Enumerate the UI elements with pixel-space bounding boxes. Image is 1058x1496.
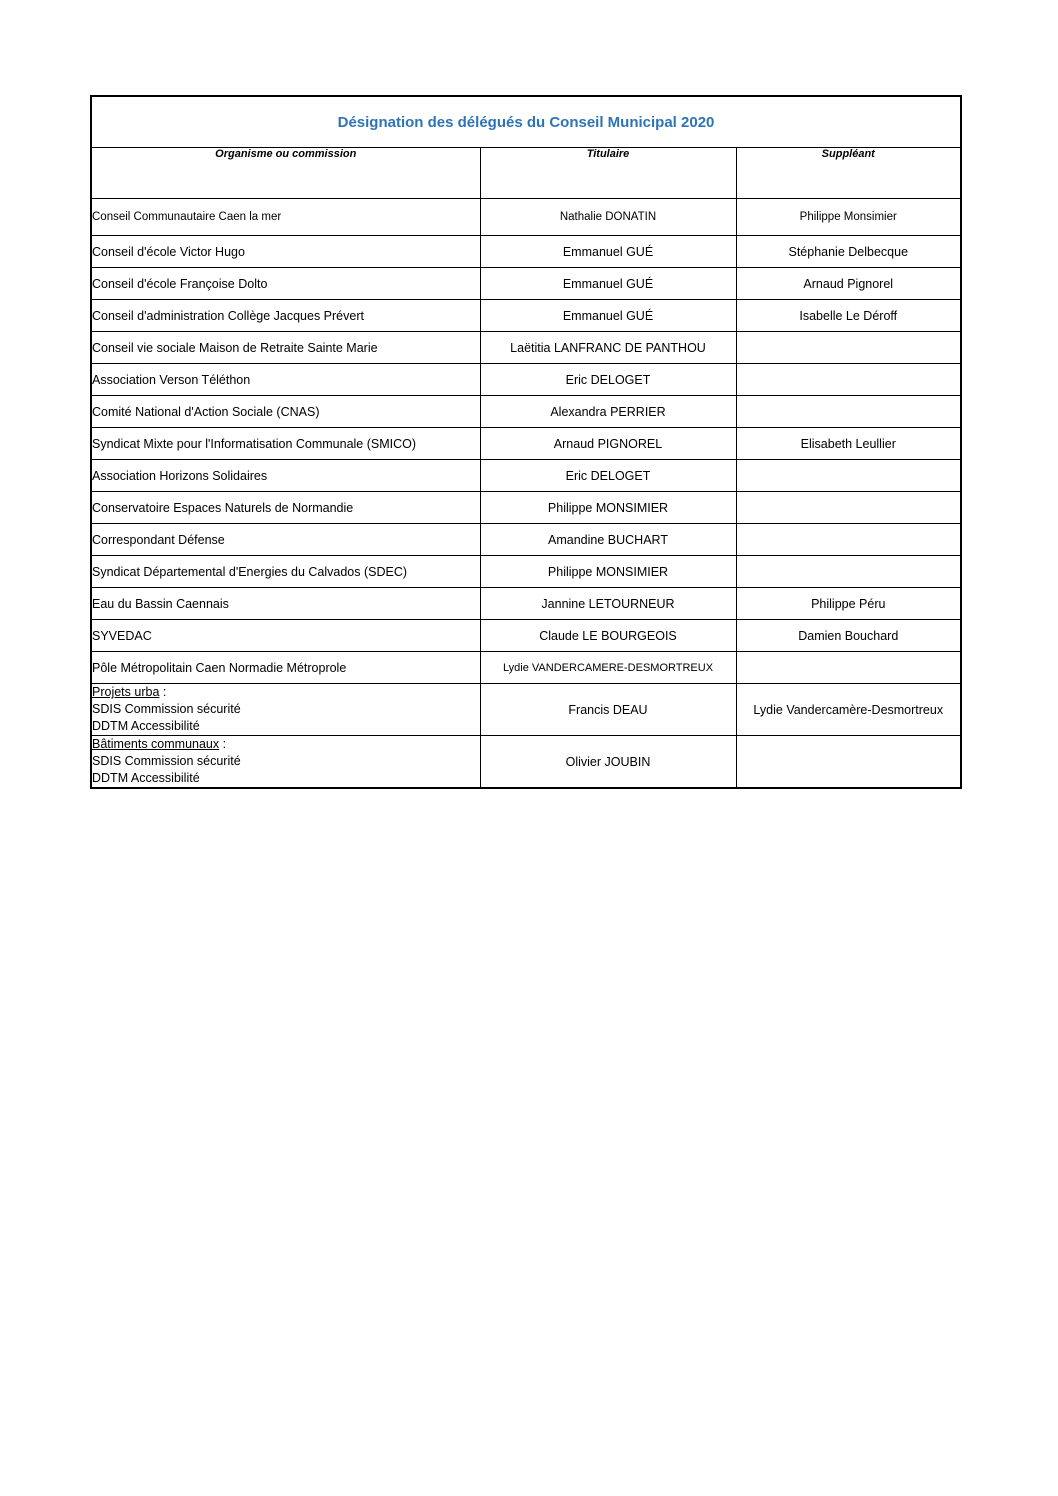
header-suppleant: Suppléant <box>736 148 961 199</box>
batiments-line1: SDIS Commission sécurité <box>92 754 241 768</box>
titulaire-cell: Amandine BUCHART <box>480 524 736 556</box>
organisme-cell <box>91 684 480 736</box>
suppleant-cell <box>736 396 961 428</box>
organisme-cell <box>91 736 480 789</box>
organisme-cell: Correspondant Défense <box>91 524 480 556</box>
organisme-cell: SYVEDAC <box>91 620 480 652</box>
titulaire-cell: Emmanuel GUÉ <box>480 268 736 300</box>
titulaire-cell: Emmanuel GUÉ <box>480 236 736 268</box>
table-row <box>91 300 961 332</box>
header-titulaire: Titulaire <box>480 148 736 199</box>
organisme-cell: Conservatoire Espaces Naturels de Normandie <box>91 492 480 524</box>
suppleant-cell <box>736 364 961 396</box>
titulaire-cell: Eric DELOGET <box>480 460 736 492</box>
table-row <box>91 364 961 396</box>
organisme-cell: Conseil Communautaire Caen la mer <box>91 199 480 236</box>
titulaire-cell: Nathalie DONATIN <box>480 199 736 236</box>
titulaire-cell: Lydie VANDERCAMERE-DESMORTREUX <box>480 652 736 684</box>
table-row-batiments <box>91 736 961 789</box>
titulaire-cell: Eric DELOGET <box>480 364 736 396</box>
batiments-heading: Bâtiments communaux <box>92 737 220 751</box>
suppleant-cell <box>736 524 961 556</box>
suppleant-cell: Philippe Monsimier <box>736 199 961 236</box>
table-row <box>91 332 961 364</box>
titulaire-cell: Emmanuel GUÉ <box>480 300 736 332</box>
projets-colon: : <box>159 685 167 699</box>
table-row <box>91 492 961 524</box>
titulaire-cell: Philippe MONSIMIER <box>480 556 736 588</box>
suppleant-cell <box>736 460 961 492</box>
suppleant-cell <box>736 736 961 789</box>
organisme-cell: Syndicat Mixte pour l'Informatisation Communale (SMICO) <box>91 428 480 460</box>
table-row <box>91 652 961 684</box>
suppleant-cell: Isabelle Le Déroff <box>736 300 961 332</box>
organisme-cell: Syndicat Départemental d'Energies du Calvados (SDEC) <box>91 556 480 588</box>
suppleant-cell: Stéphanie Delbecque <box>736 236 961 268</box>
suppleant-cell <box>736 492 961 524</box>
suppleant-cell <box>736 652 961 684</box>
table-row <box>91 460 961 492</box>
suppleant-cell: Lydie Vandercamère-Desmortreux <box>736 684 961 736</box>
suppleant-cell: Philippe Péru <box>736 588 961 620</box>
table-row <box>91 556 961 588</box>
organisme-cell: Association Horizons Solidaires <box>91 460 480 492</box>
suppleant-cell <box>736 332 961 364</box>
table-row <box>91 268 961 300</box>
document-title: Désignation des délégués du Conseil Municipal 2020 <box>91 96 961 148</box>
titulaire-cell: Laëtitia LANFRANC DE PANTHOU <box>480 332 736 364</box>
batiments-line2: DDTM Accessibilité <box>92 771 200 785</box>
titulaire-cell: Jannine LETOURNEUR <box>480 588 736 620</box>
organisme-cell: Association Verson Téléthon <box>91 364 480 396</box>
header-row <box>91 148 961 199</box>
delegates-table <box>90 95 962 789</box>
table-row <box>91 588 961 620</box>
organisme-cell: Conseil d'école Françoise Dolto <box>91 268 480 300</box>
table-row <box>91 396 961 428</box>
organisme-cell: Comité National d'Action Sociale (CNAS) <box>91 396 480 428</box>
titulaire-cell: Alexandra PERRIER <box>480 396 736 428</box>
table-row <box>91 524 961 556</box>
organisme-cell: Eau du Bassin Caennais <box>91 588 480 620</box>
suppleant-cell: Arnaud Pignorel <box>736 268 961 300</box>
titulaire-cell: Francis DEAU <box>480 684 736 736</box>
table-row <box>91 428 961 460</box>
table-row <box>91 236 961 268</box>
titulaire-cell: Philippe MONSIMIER <box>480 492 736 524</box>
projets-line1: SDIS Commission sécurité <box>92 702 241 716</box>
table-row <box>91 620 961 652</box>
suppleant-cell <box>736 556 961 588</box>
organisme-cell: Pôle Métropolitain Caen Normadie Métroprole <box>91 652 480 684</box>
table-body <box>91 199 961 684</box>
projets-heading: Projets urba <box>92 685 160 699</box>
projets-line2: DDTM Accessibilité <box>92 719 200 733</box>
organisme-cell: Conseil d'école Victor Hugo <box>91 236 480 268</box>
titulaire-cell: Olivier JOUBIN <box>480 736 736 789</box>
table-row <box>91 199 961 236</box>
suppleant-cell: Damien Bouchard <box>736 620 961 652</box>
table-row-projets <box>91 684 961 736</box>
suppleant-cell: Elisabeth Leullier <box>736 428 961 460</box>
organisme-cell: Conseil d'administration Collège Jacques Prévert <box>91 300 480 332</box>
batiments-colon: : <box>219 737 227 751</box>
titulaire-cell: Arnaud PIGNOREL <box>480 428 736 460</box>
organisme-cell: Conseil vie sociale Maison de Retraite Sainte Marie <box>91 332 480 364</box>
titulaire-cell: Claude LE BOURGEOIS <box>480 620 736 652</box>
header-organisme: Organisme ou commission <box>91 148 480 199</box>
